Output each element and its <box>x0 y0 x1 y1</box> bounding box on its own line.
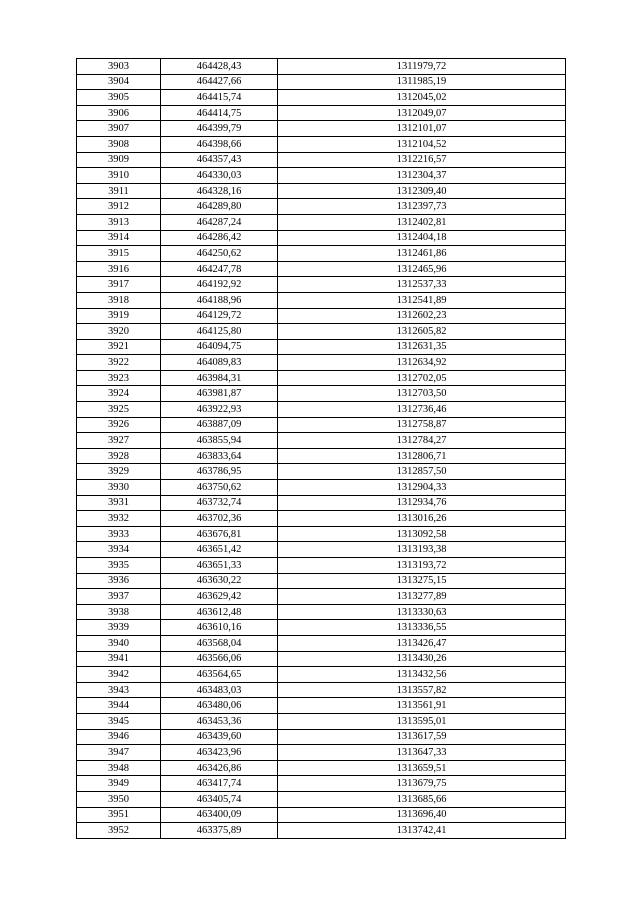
point-number-cell: 3913 <box>77 214 161 230</box>
table-row <box>77 760 566 776</box>
point-number-cell: 3926 <box>77 417 161 433</box>
x-coordinate-cell: 464357,43 <box>161 152 278 168</box>
table-row <box>77 292 566 308</box>
x-coordinate-cell: 463405,74 <box>161 791 278 807</box>
x-coordinate-cell: 463612,48 <box>161 604 278 620</box>
x-coordinate-cell: 463426,86 <box>161 760 278 776</box>
point-number-cell: 3942 <box>77 667 161 683</box>
point-number-cell: 3908 <box>77 136 161 152</box>
table-row <box>77 745 566 761</box>
x-coordinate-cell: 463453,36 <box>161 713 278 729</box>
y-coordinate-cell: 1312402,81 <box>278 214 566 230</box>
point-number-cell: 3952 <box>77 823 161 839</box>
table-row <box>77 74 566 90</box>
y-coordinate-cell: 1312702,05 <box>278 370 566 386</box>
y-coordinate-cell: 1312304,37 <box>278 168 566 184</box>
table-row <box>77 261 566 277</box>
table-row <box>77 620 566 636</box>
table-row <box>77 480 566 496</box>
point-number-cell: 3951 <box>77 807 161 823</box>
x-coordinate-cell: 464398,66 <box>161 136 278 152</box>
table-row <box>77 558 566 574</box>
x-coordinate-cell: 463417,74 <box>161 776 278 792</box>
point-number-cell: 3919 <box>77 308 161 324</box>
y-coordinate-cell: 1312703,50 <box>278 386 566 402</box>
point-number-cell: 3949 <box>77 776 161 792</box>
point-number-cell: 3946 <box>77 729 161 745</box>
x-coordinate-cell: 464286,42 <box>161 230 278 246</box>
y-coordinate-cell: 1313277,89 <box>278 589 566 605</box>
table-row <box>77 308 566 324</box>
point-number-cell: 3924 <box>77 386 161 402</box>
x-coordinate-cell: 464328,16 <box>161 183 278 199</box>
y-coordinate-cell: 1312309,40 <box>278 183 566 199</box>
x-coordinate-cell: 464415,74 <box>161 90 278 106</box>
x-coordinate-cell: 464287,24 <box>161 214 278 230</box>
x-coordinate-cell: 463375,89 <box>161 823 278 839</box>
table-row <box>77 807 566 823</box>
y-coordinate-cell: 1312631,35 <box>278 339 566 355</box>
y-coordinate-cell: 1312465,96 <box>278 261 566 277</box>
point-number-cell: 3916 <box>77 261 161 277</box>
y-coordinate-cell: 1313685,66 <box>278 791 566 807</box>
point-number-cell: 3915 <box>77 246 161 262</box>
table-row <box>77 713 566 729</box>
x-coordinate-cell: 464094,75 <box>161 339 278 355</box>
y-coordinate-cell: 1312101,07 <box>278 121 566 137</box>
y-coordinate-cell: 1312605,82 <box>278 324 566 340</box>
y-coordinate-cell: 1313092,58 <box>278 526 566 542</box>
point-number-cell: 3950 <box>77 791 161 807</box>
y-coordinate-cell: 1313557,82 <box>278 682 566 698</box>
y-coordinate-cell: 1313336,55 <box>278 620 566 636</box>
y-coordinate-cell: 1312541,89 <box>278 292 566 308</box>
x-coordinate-cell: 463984,31 <box>161 370 278 386</box>
x-coordinate-cell: 463855,94 <box>161 433 278 449</box>
table-row <box>77 682 566 698</box>
x-coordinate-cell: 463676,81 <box>161 526 278 542</box>
table-row <box>77 526 566 542</box>
table-row <box>77 776 566 792</box>
table-row <box>77 199 566 215</box>
x-coordinate-cell: 463922,93 <box>161 402 278 418</box>
y-coordinate-cell: 1312216,57 <box>278 152 566 168</box>
point-number-cell: 3903 <box>77 59 161 75</box>
table-row <box>77 448 566 464</box>
point-number-cell: 3941 <box>77 651 161 667</box>
y-coordinate-cell: 1313330,63 <box>278 604 566 620</box>
y-coordinate-cell: 1312806,71 <box>278 448 566 464</box>
y-coordinate-cell: 1312784,27 <box>278 433 566 449</box>
table-row <box>77 433 566 449</box>
x-coordinate-cell: 463732,74 <box>161 495 278 511</box>
x-coordinate-cell: 463564,65 <box>161 667 278 683</box>
point-number-cell: 3940 <box>77 635 161 651</box>
table-row <box>77 105 566 121</box>
point-number-cell: 3907 <box>77 121 161 137</box>
point-number-cell: 3917 <box>77 277 161 293</box>
x-coordinate-cell: 463480,06 <box>161 698 278 714</box>
y-coordinate-cell: 1313595,01 <box>278 713 566 729</box>
x-coordinate-cell: 464428,43 <box>161 59 278 75</box>
table-row <box>77 168 566 184</box>
x-coordinate-cell: 463423,96 <box>161 745 278 761</box>
y-coordinate-cell: 1313193,38 <box>278 542 566 558</box>
point-number-cell: 3939 <box>77 620 161 636</box>
point-number-cell: 3922 <box>77 355 161 371</box>
x-coordinate-cell: 464247,78 <box>161 261 278 277</box>
x-coordinate-cell: 464188,96 <box>161 292 278 308</box>
table-row <box>77 214 566 230</box>
table-row <box>77 90 566 106</box>
table-row <box>77 791 566 807</box>
table-row <box>77 370 566 386</box>
point-number-cell: 3918 <box>77 292 161 308</box>
table-row <box>77 464 566 480</box>
point-number-cell: 3925 <box>77 402 161 418</box>
x-coordinate-cell: 463400,09 <box>161 807 278 823</box>
x-coordinate-cell: 464330,03 <box>161 168 278 184</box>
y-coordinate-cell: 1312904,33 <box>278 480 566 496</box>
table-row <box>77 589 566 605</box>
point-number-cell: 3911 <box>77 183 161 199</box>
y-coordinate-cell: 1313617,59 <box>278 729 566 745</box>
y-coordinate-cell: 1312537,33 <box>278 277 566 293</box>
x-coordinate-cell: 463566,06 <box>161 651 278 667</box>
x-coordinate-cell: 464289,80 <box>161 199 278 215</box>
point-number-cell: 3920 <box>77 324 161 340</box>
table-row <box>77 698 566 714</box>
x-coordinate-cell: 463630,22 <box>161 573 278 589</box>
y-coordinate-cell: 1313193,72 <box>278 558 566 574</box>
point-number-cell: 3948 <box>77 760 161 776</box>
x-coordinate-cell: 464089,83 <box>161 355 278 371</box>
y-coordinate-cell: 1312634,92 <box>278 355 566 371</box>
table-row <box>77 402 566 418</box>
y-coordinate-cell: 1313647,33 <box>278 745 566 761</box>
x-coordinate-cell: 464125,80 <box>161 324 278 340</box>
y-coordinate-cell: 1313561,91 <box>278 698 566 714</box>
y-coordinate-cell: 1313659,51 <box>278 760 566 776</box>
table-row <box>77 121 566 137</box>
x-coordinate-cell: 464427,66 <box>161 74 278 90</box>
table-row <box>77 511 566 527</box>
point-number-cell: 3933 <box>77 526 161 542</box>
table-row <box>77 386 566 402</box>
y-coordinate-cell: 1313432,56 <box>278 667 566 683</box>
table-row <box>77 667 566 683</box>
table-row <box>77 573 566 589</box>
point-number-cell: 3945 <box>77 713 161 729</box>
point-number-cell: 3927 <box>77 433 161 449</box>
x-coordinate-cell: 463651,33 <box>161 558 278 574</box>
table-row <box>77 635 566 651</box>
x-coordinate-cell: 463439,60 <box>161 729 278 745</box>
x-coordinate-cell: 464399,79 <box>161 121 278 137</box>
x-coordinate-cell: 463981,87 <box>161 386 278 402</box>
point-number-cell: 3928 <box>77 448 161 464</box>
y-coordinate-cell: 1312045,02 <box>278 90 566 106</box>
table-row <box>77 542 566 558</box>
y-coordinate-cell: 1312104,52 <box>278 136 566 152</box>
y-coordinate-cell: 1312461,86 <box>278 246 566 262</box>
y-coordinate-cell: 1312602,23 <box>278 308 566 324</box>
x-coordinate-cell: 464250,62 <box>161 246 278 262</box>
x-coordinate-cell: 463651,42 <box>161 542 278 558</box>
point-number-cell: 3932 <box>77 511 161 527</box>
y-coordinate-cell: 1312049,07 <box>278 105 566 121</box>
table-row <box>77 230 566 246</box>
y-coordinate-cell: 1313430,26 <box>278 651 566 667</box>
x-coordinate-cell: 463887,09 <box>161 417 278 433</box>
table-row <box>77 277 566 293</box>
y-coordinate-cell: 1312397,73 <box>278 199 566 215</box>
point-number-cell: 3938 <box>77 604 161 620</box>
y-coordinate-cell: 1311985,19 <box>278 74 566 90</box>
table-row <box>77 417 566 433</box>
x-coordinate-cell: 464129,72 <box>161 308 278 324</box>
point-number-cell: 3934 <box>77 542 161 558</box>
table-row <box>77 136 566 152</box>
point-number-cell: 3929 <box>77 464 161 480</box>
point-number-cell: 3909 <box>77 152 161 168</box>
point-number-cell: 3931 <box>77 495 161 511</box>
table-row <box>77 823 566 839</box>
table-row <box>77 339 566 355</box>
point-number-cell: 3912 <box>77 199 161 215</box>
x-coordinate-cell: 463483,03 <box>161 682 278 698</box>
y-coordinate-cell: 1312404,18 <box>278 230 566 246</box>
point-number-cell: 3930 <box>77 480 161 496</box>
x-coordinate-cell: 463629,42 <box>161 589 278 605</box>
x-coordinate-cell: 464414,75 <box>161 105 278 121</box>
y-coordinate-cell: 1313426,47 <box>278 635 566 651</box>
point-number-cell: 3936 <box>77 573 161 589</box>
table-row <box>77 604 566 620</box>
table-row <box>77 152 566 168</box>
table-row <box>77 183 566 199</box>
table-row <box>77 729 566 745</box>
point-number-cell: 3921 <box>77 339 161 355</box>
point-number-cell: 3914 <box>77 230 161 246</box>
x-coordinate-cell: 463750,62 <box>161 480 278 496</box>
coordinates-table <box>76 58 566 839</box>
x-coordinate-cell: 464192,92 <box>161 277 278 293</box>
coordinates-table-body <box>77 59 566 839</box>
y-coordinate-cell: 1312857,50 <box>278 464 566 480</box>
y-coordinate-cell: 1313275,15 <box>278 573 566 589</box>
point-number-cell: 3910 <box>77 168 161 184</box>
y-coordinate-cell: 1313016,26 <box>278 511 566 527</box>
x-coordinate-cell: 463702,36 <box>161 511 278 527</box>
table-row <box>77 355 566 371</box>
point-number-cell: 3947 <box>77 745 161 761</box>
table-row <box>77 651 566 667</box>
y-coordinate-cell: 1313696,40 <box>278 807 566 823</box>
y-coordinate-cell: 1312758,87 <box>278 417 566 433</box>
point-number-cell: 3904 <box>77 74 161 90</box>
x-coordinate-cell: 463568,04 <box>161 635 278 651</box>
point-number-cell: 3944 <box>77 698 161 714</box>
table-row <box>77 246 566 262</box>
point-number-cell: 3923 <box>77 370 161 386</box>
table-row <box>77 59 566 75</box>
x-coordinate-cell: 463786,95 <box>161 464 278 480</box>
table-row <box>77 495 566 511</box>
point-number-cell: 3935 <box>77 558 161 574</box>
y-coordinate-cell: 1313742,41 <box>278 823 566 839</box>
y-coordinate-cell: 1312736,46 <box>278 402 566 418</box>
x-coordinate-cell: 463610,16 <box>161 620 278 636</box>
y-coordinate-cell: 1313679,75 <box>278 776 566 792</box>
point-number-cell: 3906 <box>77 105 161 121</box>
y-coordinate-cell: 1311979,72 <box>278 59 566 75</box>
y-coordinate-cell: 1312934,76 <box>278 495 566 511</box>
x-coordinate-cell: 463833,64 <box>161 448 278 464</box>
table-row <box>77 324 566 340</box>
point-number-cell: 3943 <box>77 682 161 698</box>
point-number-cell: 3905 <box>77 90 161 106</box>
point-number-cell: 3937 <box>77 589 161 605</box>
